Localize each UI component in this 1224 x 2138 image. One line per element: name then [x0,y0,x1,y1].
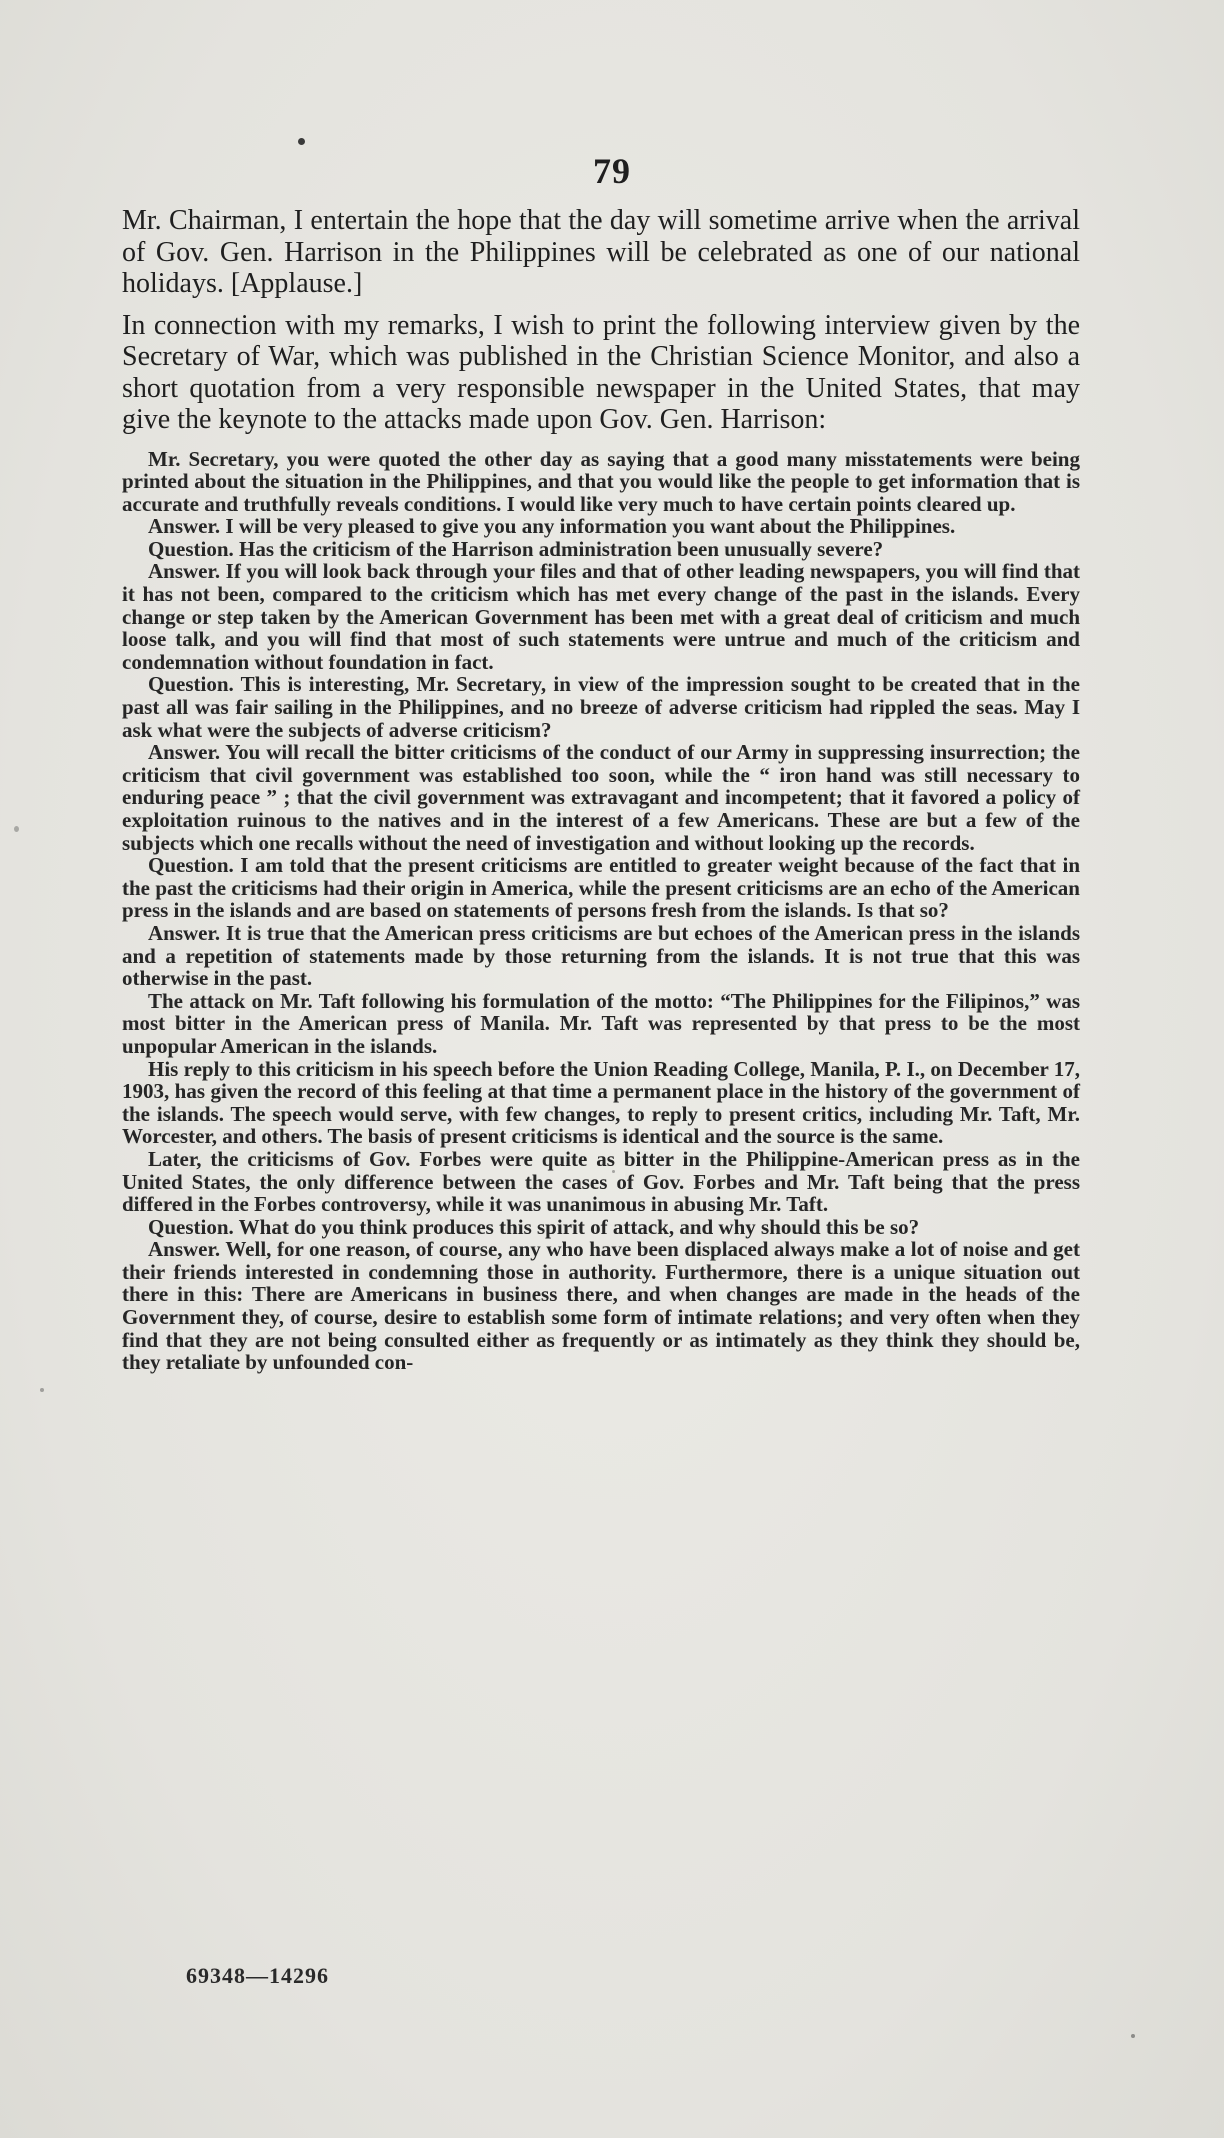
interview-paragraph: Answer. I will be very pleased to give you any information you want about the Philippines. [148,514,956,539]
page-number: 79 [593,151,631,191]
interview-paragraph: His reply to this criticism in his speech before the Union Reading College, Manila, P. I., on December 17, 1903, has given the record of this feeling at that time a permanent place in the history of the government of the islands. The speech would serve, with few changes, to reply to present critics, including Mr. Taft, Mr. Worcester, and others. The basis of present criticisms is identical and the source is the same. [122,1056,1080,1149]
interview-paragraph: Question. What do you think produces this spirit of attack, and why should this be so? [148,1214,920,1239]
interview-paragraph: Mr. Secretary, you were quoted the other day as saying that a good many misstatements were being printed about the situation in the Philippines, and that you would like the people to get information that is accurate and truthfully reveals conditions. I would like very much to have certain points cleared up. [122,446,1080,516]
interview-paragraph: Answer. You will recall the bitter criticisms of the conduct of our Army in suppressing insurrection; the criticism that civil government was established too soon, while the “ iron hand was still necessary to enduring peace ” ; that the civil government was extravagant and incompetent; that it favored a policy of exploitation ruinous to the natives and in the interest of a few Americans. These are but a few of the subjects which one recalls without the need of investigation and without looking up the records. [122,740,1080,855]
interview-quotation [122,448,1080,1374]
print-job-code: 69348—14296 [186,1963,329,1988]
scan-speck [298,138,305,145]
interview-paragraph: The attack on Mr. Taft following his formulation of the motto: “The Philippines for the Filipinos,” was most bitter in the American press of Manila. Mr. Taft was represented by that press to be the most unpopular American in the islands. [122,988,1080,1058]
interview-paragraph: Later, the criticisms of Gov. Forbes were quite as bitter in the Philippine-American press as in the United States, the only difference between the cases of Gov. Forbes and Mr. Taft being that the press differed in the Forbes controversy, while it was unanimous in abusing Mr. Taft. [122,1146,1080,1217]
interview-paragraph: Question. Has the criticism of the Harrison administration been unusually severe? [148,536,884,561]
scan-speck [1131,2034,1135,2038]
interview-paragraph: Question. This is interesting, Mr. Secretary, in view of the impression sought to be created that in the past all was fair sailing in the Philippines, and no breeze of adverse criticism had rippled the seas. May I ask what were the subjects of adverse criticism? [122,672,1080,742]
scan-speck [40,1388,44,1392]
lead-section [122,205,1080,436]
interview-paragraph: Answer. If you will look back through your files and that of other leading newspapers, you will find that it has not been, compared to the criticism which has met every change of the past in the islands. Every change or step taken by the American Government has been met with a great deal of criticism and much loose talk, and you will find that most of such statements were untrue and much of the criticism and condemnation without foundation in fact. [122,559,1080,674]
interview-paragraph: Question. I am told that the present criticisms are entitled to greater weight because of the fact that in the past the criticisms had their origin in America, while the present criticisms are an echo of the American press in the islands and are based on statements of persons fresh from the islands. Is that so? [122,853,1080,923]
lead-paragraph: Mr. Chairman, I entertain the hope that the day will sometime arrive when the arrival of Gov. Gen. Harrison in the Philippines will be celebrated as one of our national holidays. [Applause.] [122,205,1080,299]
page-body [122,205,1080,1374]
interview-paragraph: Answer. Well, for one reason, of course, any who have been displaced always make a lot of noise and get their friends interested in condemning those in authority. Furthermore, there is a unique situation out there in this: There are Americans in business there, and when changes are made in the heads of the Government they, of course, desire to establish some form of intimate relations; and very often when they find that they are not being consulted either as frequently or as intimately as they think they should be, they retaliate by unfounded con- [122,1237,1080,1375]
scan-speck [14,826,19,832]
lead-paragraph: In connection with my remarks, I wish to print the following interview given by the Secretary of War, which was published in the Christian Science Monitor, and also a short quotation from a very responsible newspaper in the United States, that may give the keynote to the attacks made upon Gov. Gen. Harrison: [122,309,1080,435]
interview-paragraph: Answer. It is true that the American press criticisms are but echoes of the American press in the islands and a repetition of statements made by those returning from the islands. It is not true that this was otherwise in the past. [122,920,1080,991]
